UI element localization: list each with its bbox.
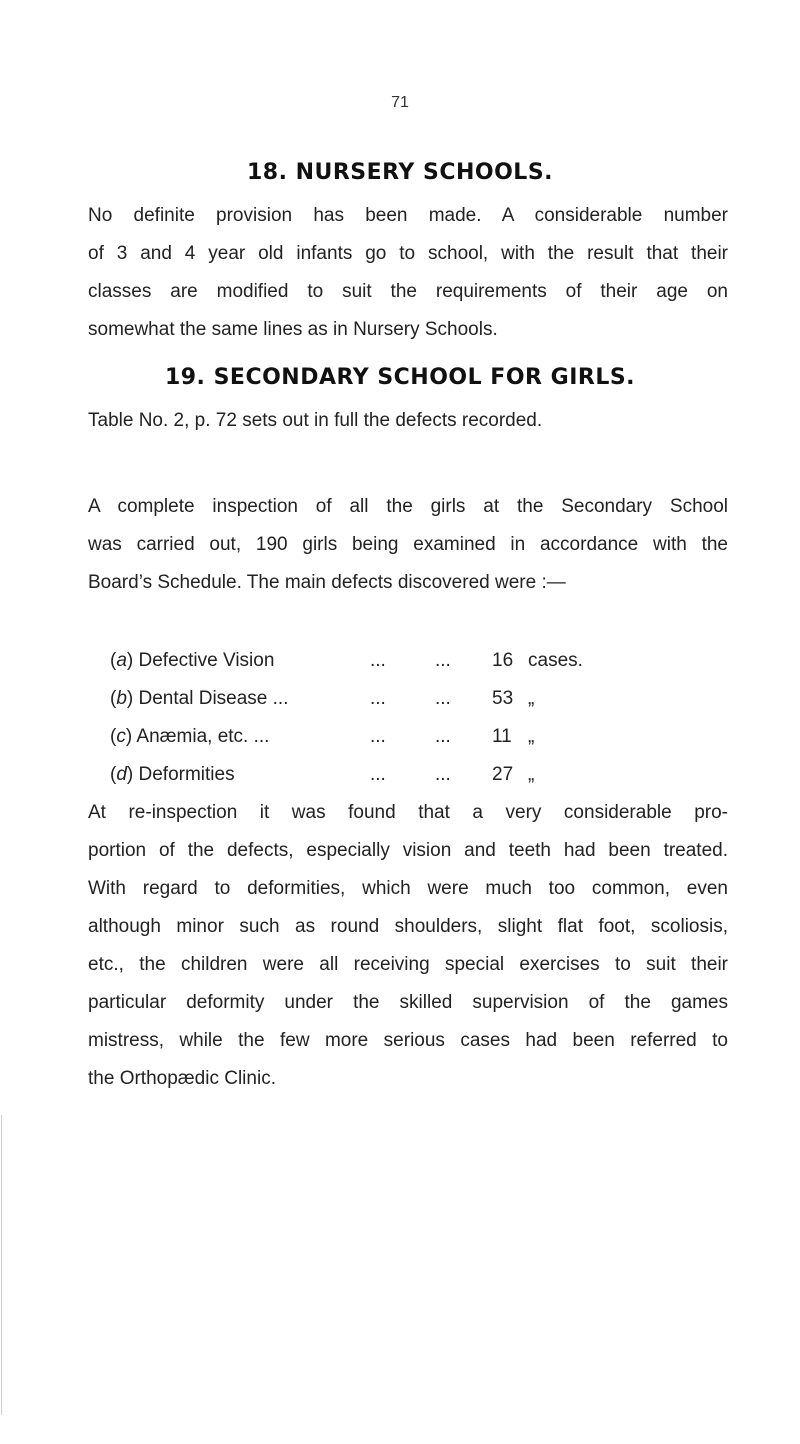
paragraph-line: With regard to deformities, which were much too common, even [88, 878, 728, 899]
defect-row: (b) Dental Disease ... ... ... 53 „ [110, 680, 630, 718]
section-19-intro [88, 402, 728, 440]
defect-label: Anæmia, etc. ... [136, 726, 270, 747]
defect-label: Defective Vision [138, 650, 275, 671]
paragraph-line: classes are modified to suit the requirements of their age on [88, 281, 728, 302]
paragraph-line: although minor such as round shoulders, slight flat foot, scoliosis, [88, 916, 728, 937]
section-18-heading: 18. NURSERY SCHOOLS. [246, 160, 554, 185]
defect-unit: cases. [528, 650, 583, 671]
scan-margin-line [1, 1115, 2, 1415]
defect-letter: a [116, 650, 127, 671]
paragraph-line: Board’s Schedule. The main defects discovered were :— [88, 572, 566, 593]
leader-dots: ... [435, 688, 451, 709]
page-number: 71 [391, 94, 409, 111]
defect-letter: d [116, 764, 127, 785]
defect-letter: b [116, 688, 127, 709]
paragraph-line: particular deformity under the skilled supervision of the games [88, 992, 728, 1013]
leader-dots: ... [435, 764, 451, 785]
section-19-paragraph-2 [88, 794, 728, 1098]
paragraph-line: portion of the defects, especially vision and teeth had been treated. [88, 840, 728, 861]
defect-label: Deformities [138, 764, 235, 785]
defect-unit: „ [528, 726, 535, 747]
defect-count: 53 [492, 688, 514, 709]
defects-list [110, 642, 630, 794]
leader-dots: ... [370, 650, 386, 671]
leader-dots: ... [435, 726, 451, 747]
defect-count: 11 [492, 726, 512, 747]
paragraph-line: the Orthopædic Clinic. [88, 1068, 276, 1089]
defect-row: (d) Deformities ... ... 27 „ [110, 756, 630, 794]
leader-dots: ... [435, 650, 451, 671]
defect-row: (c) Anæmia, etc. ... ... ... 11 „ [110, 718, 630, 756]
paragraph-line: was carried out, 190 girls being examined in accordance with the [88, 534, 728, 555]
section-18-paragraph [88, 197, 728, 349]
paragraph-line: somewhat the same lines as in Nursery Schools. [88, 319, 498, 340]
section-19-paragraph-1 [88, 488, 728, 602]
section-19-heading: 19. SECONDARY SCHOOL FOR GIRLS. [164, 365, 636, 390]
paragraph-line: Table No. 2, p. 72 sets out in full the defects recorded. [88, 410, 543, 431]
paragraph-line: mistress, while the few more serious cases had been referred to [88, 1030, 728, 1051]
paragraph-line: No definite provision has been made. A considerable number [88, 205, 728, 226]
defect-unit: „ [528, 764, 535, 785]
leader-dots: ... [370, 764, 386, 785]
paragraph-line: of 3 and 4 year old infants go to school, with the result that their [88, 243, 728, 264]
defect-row: (a) Defective Vision ... ... 16 cases. [110, 642, 630, 680]
defect-label: Dental Disease ... [138, 688, 289, 709]
paragraph-line: At re-inspection it was found that a very considerable pro- [88, 802, 728, 823]
defect-count: 16 [492, 650, 514, 671]
leader-dots: ... [370, 726, 386, 747]
defect-count: 27 [492, 764, 514, 785]
leader-dots: ... [370, 688, 386, 709]
defect-letter: c [116, 726, 126, 747]
paragraph-line: A complete inspection of all the girls at the Secondary School [88, 496, 728, 517]
paragraph-line: etc., the children were all receiving special exercises to suit their [88, 954, 728, 975]
defect-unit: „ [528, 688, 535, 709]
